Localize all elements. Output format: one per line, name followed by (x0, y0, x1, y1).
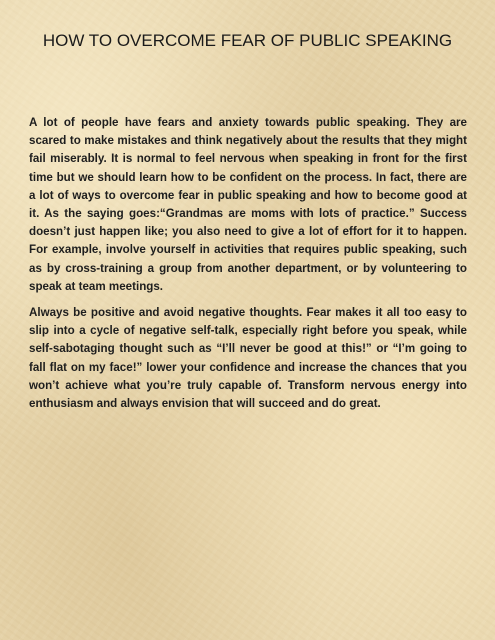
paragraph-positive-thinking: Always be positive and avoid negative thoughts. Fear makes it all too easy to slip into a cycle of negative self-talk, especially right before you speak, while self-sabotaging thought such as “I’ll never be good at this!” or “I’m going to fall flat on my face!” lower your confidence and increase the chances that you won’t achieve what you’re truly capable of. Transform nervous energy into enthusiasm and always envision that will succeed and do great. (29, 306, 467, 411)
document-title: HOW TO OVERCOME FEAR OF PUBLIC SPEAKING (42, 31, 453, 50)
paragraph-fear-of-public-speaking: A lot of people have fears and anxiety towards public speaking. They are scared to make mistakes and think negatively about the results that they might fail miserably. It is normal to feel nervous when speaking in front for the first time but we should learn how to be confident on the process. In fact, there are a lot of ways to overcome fear in public speaking and how to become good at it. As the saying goes:“Grandmas are moms with lots of practice.” Success doesn’t just happen like; you also need to give a lot of effort for it to happen. For example, involve yourself in activities that requires public speaking, such as by cross-training a group from another department, or by volunteering to speak at team meetings. (29, 116, 467, 293)
document-body (29, 114, 467, 421)
